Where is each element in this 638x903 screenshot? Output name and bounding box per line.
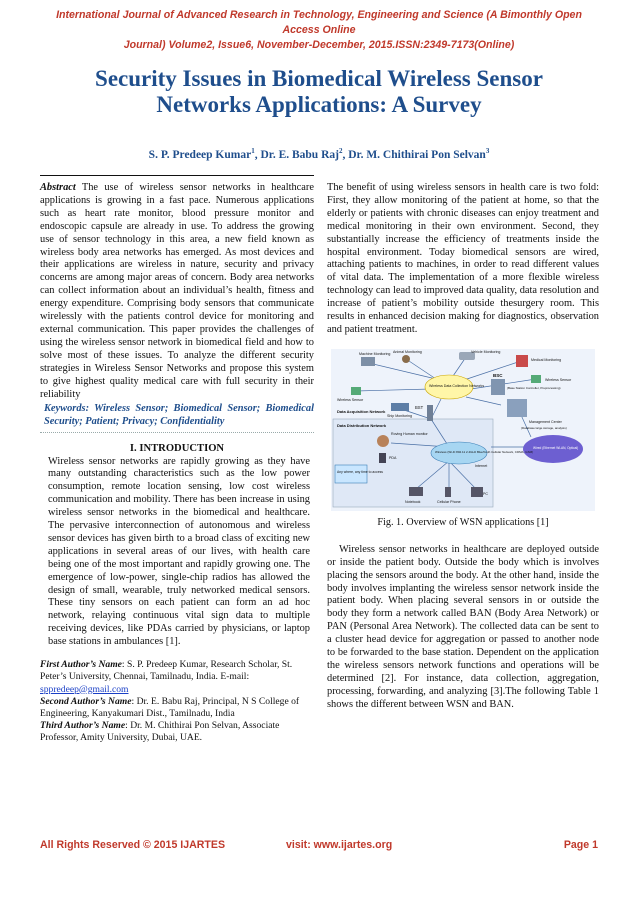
label-mgmt: Management Center — [529, 419, 562, 424]
journal-header-line1: International Journal of Advanced Research in Technology, Engineering and Science (A Bimonthly Open Access Online — [56, 9, 582, 36]
bst-tower-icon — [427, 405, 433, 421]
label-internet: Internet — [475, 463, 488, 468]
second-author-label: Second Author’s Name — [40, 695, 132, 707]
label-notebook: Notebook — [405, 499, 421, 504]
label-wireless-sensor-left: Wireless Sensor — [337, 397, 364, 402]
sensor-right-icon — [531, 375, 541, 383]
third-author-text: : Dr. M. Chithirai Pon Selvan, Associate Professor, Amity University, Dubai, UAE. — [40, 720, 280, 744]
author-1-sup: 1 — [251, 147, 255, 155]
third-author-label: Third Author’s Name — [40, 720, 126, 732]
paper-title-line2: Networks Applications: A Survey — [156, 92, 482, 117]
label-bst: BST — [415, 404, 424, 410]
section-heading-introduction: I. INTRODUCTION — [129, 442, 225, 454]
label-bsc-sub: (Base Station Controller, Preprocessing) — [507, 385, 561, 390]
first-author-note — [40, 659, 314, 696]
author-2: Dr. E. Babu Raj — [260, 148, 339, 161]
label-vehicle: Vehicle Monitoring — [471, 349, 501, 354]
footer-rights: All Rights Reserved © 2015 IJARTES — [40, 839, 226, 851]
label-pc: PC — [483, 491, 488, 496]
page-footer — [40, 839, 598, 855]
paper-title — [30, 66, 608, 118]
abstract-label: Abstract — [40, 182, 76, 193]
sensor-left-icon — [351, 387, 361, 395]
right-column — [327, 182, 599, 712]
label-wireless-sensor-right: Wireless Sensor — [545, 377, 572, 382]
label-machine: Machine Monitoring — [359, 351, 391, 356]
author-3: Dr. M. Chithirai Pon Selvan — [348, 148, 486, 161]
wsn-overview-figure — [331, 349, 603, 511]
footer-page-number: Page 1 — [563, 839, 598, 851]
third-author-note — [40, 720, 314, 744]
figure-caption: Fig. 1. Overview of WSN applications [1] — [377, 516, 549, 528]
pc-icon — [471, 487, 483, 497]
label-wired: Wired (Ethernet WLAN, Optical) — [533, 445, 579, 450]
label-anywhere: Any where, any time to access — [337, 469, 383, 474]
footer-website-link[interactable]: visit: www.ijartes.org — [286, 839, 393, 851]
label-mgmt-sub: (Database large storage, analysis) — [521, 425, 567, 430]
wsn-diagram — [331, 349, 595, 511]
label-roving: Roving Human monitor — [391, 431, 428, 436]
right-paragraph-1: The benefit of using wireless sensors in health care is two fold: First, they allow monitoring of the patient at home, so that the elderly or patients with chronic diseases can enjoy treatment and medical monitoring in their own environment. Second, they substantially increase the efficiency of treatments inside the hospital environment. Today biomedical sensors are wired, attaching patients to machines, in order to read different values of vital data. The implementation of a more flexible wireless technology can lead to improved data quality, data resolution and increase of patient’s mobility outside thesurgery room. This results in enhanced decision making for diagnostics, observation and patient treatment. — [327, 182, 599, 335]
first-author-text: : S. P. Predeep Kumar, Research Scholar, St. Peter’s University, Chennai, Tamilnadu, India. E-mail: — [40, 659, 293, 683]
author-1: S. P. Predeep Kumar — [148, 148, 252, 161]
author-2-sup: 2 — [338, 147, 343, 155]
label-medical: Medical Monitoring — [531, 357, 562, 362]
paper-title-line1: Security Issues in Biomedical Wireless Sensor — [95, 66, 543, 91]
label-pda: PDA — [389, 455, 397, 460]
abstract-divider — [40, 175, 314, 176]
right-paragraph-2: Wireless sensor networks in healthcare are deployed outside or inside the patient body. Outside the body which is involves placing the sensors around the body. At the other hand, inside the body involves implanting the wireless sensor network inside the patient body. When placing several sensors in or outside the body they form a network called BAN (Body Area Network) or PAN (Personal Area Network). The collected data can be sent to a cluster head device for aggregation or passed to another node to be forwarded to the base station. Dependent on the application the wireless sensors network functions and operations will be determined [2]. For instance, data collection, aggregation, processing, forwarding, and analyzing [3].The following Table 1 shows the different between WSN and BAN. — [327, 543, 599, 710]
label-bsc: BSC — [493, 372, 503, 378]
machine-icon — [361, 357, 375, 366]
medical-cross-icon — [516, 355, 528, 367]
label-ship: Ship Monitoring — [387, 413, 412, 418]
label-data-acquisition: Data Acquisition Network — [337, 408, 386, 414]
journal-header-line2: Journal) Volume2, Issue6, November-December, 2015.ISSN:2349-7173(Online) — [123, 39, 515, 51]
bsc-server-icon — [491, 379, 505, 395]
label-animal: Animal Monitoring — [393, 349, 422, 354]
notebook-icon — [409, 487, 423, 496]
keywords: Keywords: Wireless Sensor; Biomedical Sensor; Biomedical Security; Patient; Privacy; Confidentiality — [40, 403, 314, 432]
label-data-distribution: Data Distribution Network — [337, 422, 387, 428]
author-list: S. P. Predeep Kumar$^1$, Dr. E. Babu Raj$^2$, Dr. M. Chithirai Pon Selvan$^3$ — [148, 147, 490, 161]
second-author-text: : Dr. E. Babu Raj, Principal, N S College of Engineering, Kanyakumari Dist., Tamilnadu, India — [40, 695, 300, 719]
pda-icon — [379, 453, 386, 463]
anywhere-box — [335, 465, 367, 483]
cellular-icon — [445, 487, 451, 497]
author-notes — [40, 659, 314, 744]
abstract-text: The use of wireless sensor networks in healthcare applications is growing in a fast pace. Numerous applications such as heart rate monitor, blood pressure monitor and endoscopic capsule are already in use. To address the growing use of sensor technology in this area, a new field known as wireless body area networks has emerged. As most devices and their applications are wireless in nature, security and privacy concerns are among major areas of concern. Body area networks can collect information about an individual’s health, fitness and energy expenditure. Comprising body sensors that communicate wirelessly with the patients control device for monitoring and external communication. This paper provides the challenges of using the wireless sensor network in biomedical field and how to solve most of these issues. To analyze the different security strategies in Wireless Sensor Networks and propose this system to give highest quality medical care with full security in their reliability — [40, 182, 314, 400]
second-author-note — [40, 696, 314, 720]
mgmt-center-icon — [507, 399, 527, 417]
ship-icon — [391, 403, 409, 411]
first-author-label: First Author’s Name — [40, 659, 122, 671]
left-column — [40, 182, 314, 745]
label-wireless-net: Wireless (Wi-Fi 802.11 2.4GHz BlueTooth Cellular Network, CDMA, GSM) — [435, 449, 534, 454]
journal-header — [40, 8, 598, 53]
abstract — [40, 182, 314, 401]
human-monitor-icon — [377, 435, 389, 447]
label-cloud: Wireless Data Collection Networks — [429, 383, 485, 388]
introduction-text: Wireless sensor networks are rapidly growing as they have many outstanding characteristics such as the low power consumption, remote location sensing, low cost wireless communication and mobility. There has been increase in using wireless sensor networks in the biomedical and healthcare. The pervasive interconnection of autonomous and wireless sensor devices has given birth to a broad class of exciting new applications in several areas of our lives, with health care being one of the most important and rapidly growing one. The emergence of low-power, single-chip radios has allowed the design of small, wearable, truly networked medical sensors. These tiny sensors on each patient can form an ad hoc network, relaying continuous vital sign data to multiple receiving devices, like PDAs carried by physicians, or laptop base stations in ambulances [1]. — [48, 455, 310, 648]
label-cellular: Cellular Phone — [437, 499, 461, 504]
author-3-sup: 3 — [485, 147, 490, 155]
animal-icon — [402, 355, 410, 363]
first-author-email-link[interactable]: sppredeep@gmail.com — [40, 683, 129, 695]
